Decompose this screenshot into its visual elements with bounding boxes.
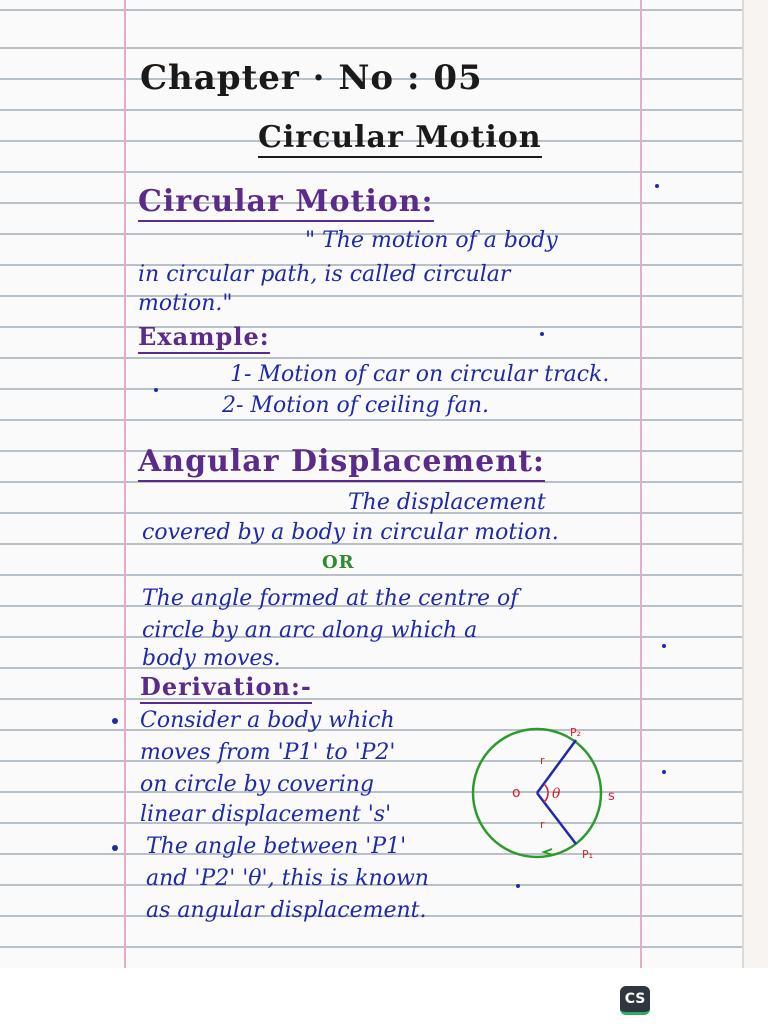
heading-derivation: Derivation:- [140,672,312,704]
ink-dot [516,884,520,888]
margin-line-left [124,0,126,968]
derivation-line-6: and 'P2' 'θ', this is known [146,866,429,891]
label-p1: P₁ [582,848,594,861]
angular-displacement-diagram [460,722,620,872]
definition-line-2: in circular path, is called circular [138,262,511,287]
scan-footer [0,968,768,1024]
ink-dot [154,388,158,392]
chapter-number: Chapter · No : 05 [140,58,483,98]
angular-def2-line-3: body moves. [142,646,281,671]
angular-def2-line-2: circle by an arc along which a [142,618,478,643]
label-radius-bottom: r [540,818,545,831]
derivation-line-2: moves from 'P1' to 'P2' [140,740,396,765]
derivation-line-7: as angular displacement. [146,898,427,923]
label-theta: θ [552,786,561,802]
direction-arrow-icon [544,849,552,855]
heading-circular-motion: Circular Motion: [138,184,434,222]
definition-line-1: " The motion of a body [305,228,558,253]
ink-dot [662,644,666,648]
definition-line-3: motion." [138,291,233,316]
example-item-2: 2- Motion of ceiling fan. [222,393,489,418]
example-item-1: 1- Motion of car on circular track. [230,362,610,387]
angular-def1-line-2: covered by a body in circular motion. [142,520,559,545]
ink-dot [662,770,666,774]
angular-def1-line-1: The displacement [348,490,546,515]
angular-def2-line-1: The angle formed at the centre of [142,586,519,611]
theta-arc [544,784,548,802]
camscanner-logo: CS [620,986,650,1015]
derivation-line-3: on circle by covering [140,772,374,797]
heading-angular-displacement: Angular Displacement: [138,444,545,482]
label-p2: P₂ [570,726,582,739]
derivation-line-4: linear displacement 's' [140,802,392,827]
ink-dot [655,184,659,188]
bullet-2 [112,845,118,851]
label-radius-top: r [540,754,545,767]
derivation-line-5: The angle between 'P1' [146,834,407,859]
or-separator: OR [322,552,355,573]
ink-dot [540,332,544,336]
derivation-line-1: Consider a body which [140,708,395,733]
label-center: o [512,785,521,801]
bullet-1 [112,718,118,724]
heading-example: Example: [138,322,270,354]
label-arc-s: s [608,789,615,804]
page-title: Circular Motion [258,120,542,158]
margin-line-right [640,0,642,968]
